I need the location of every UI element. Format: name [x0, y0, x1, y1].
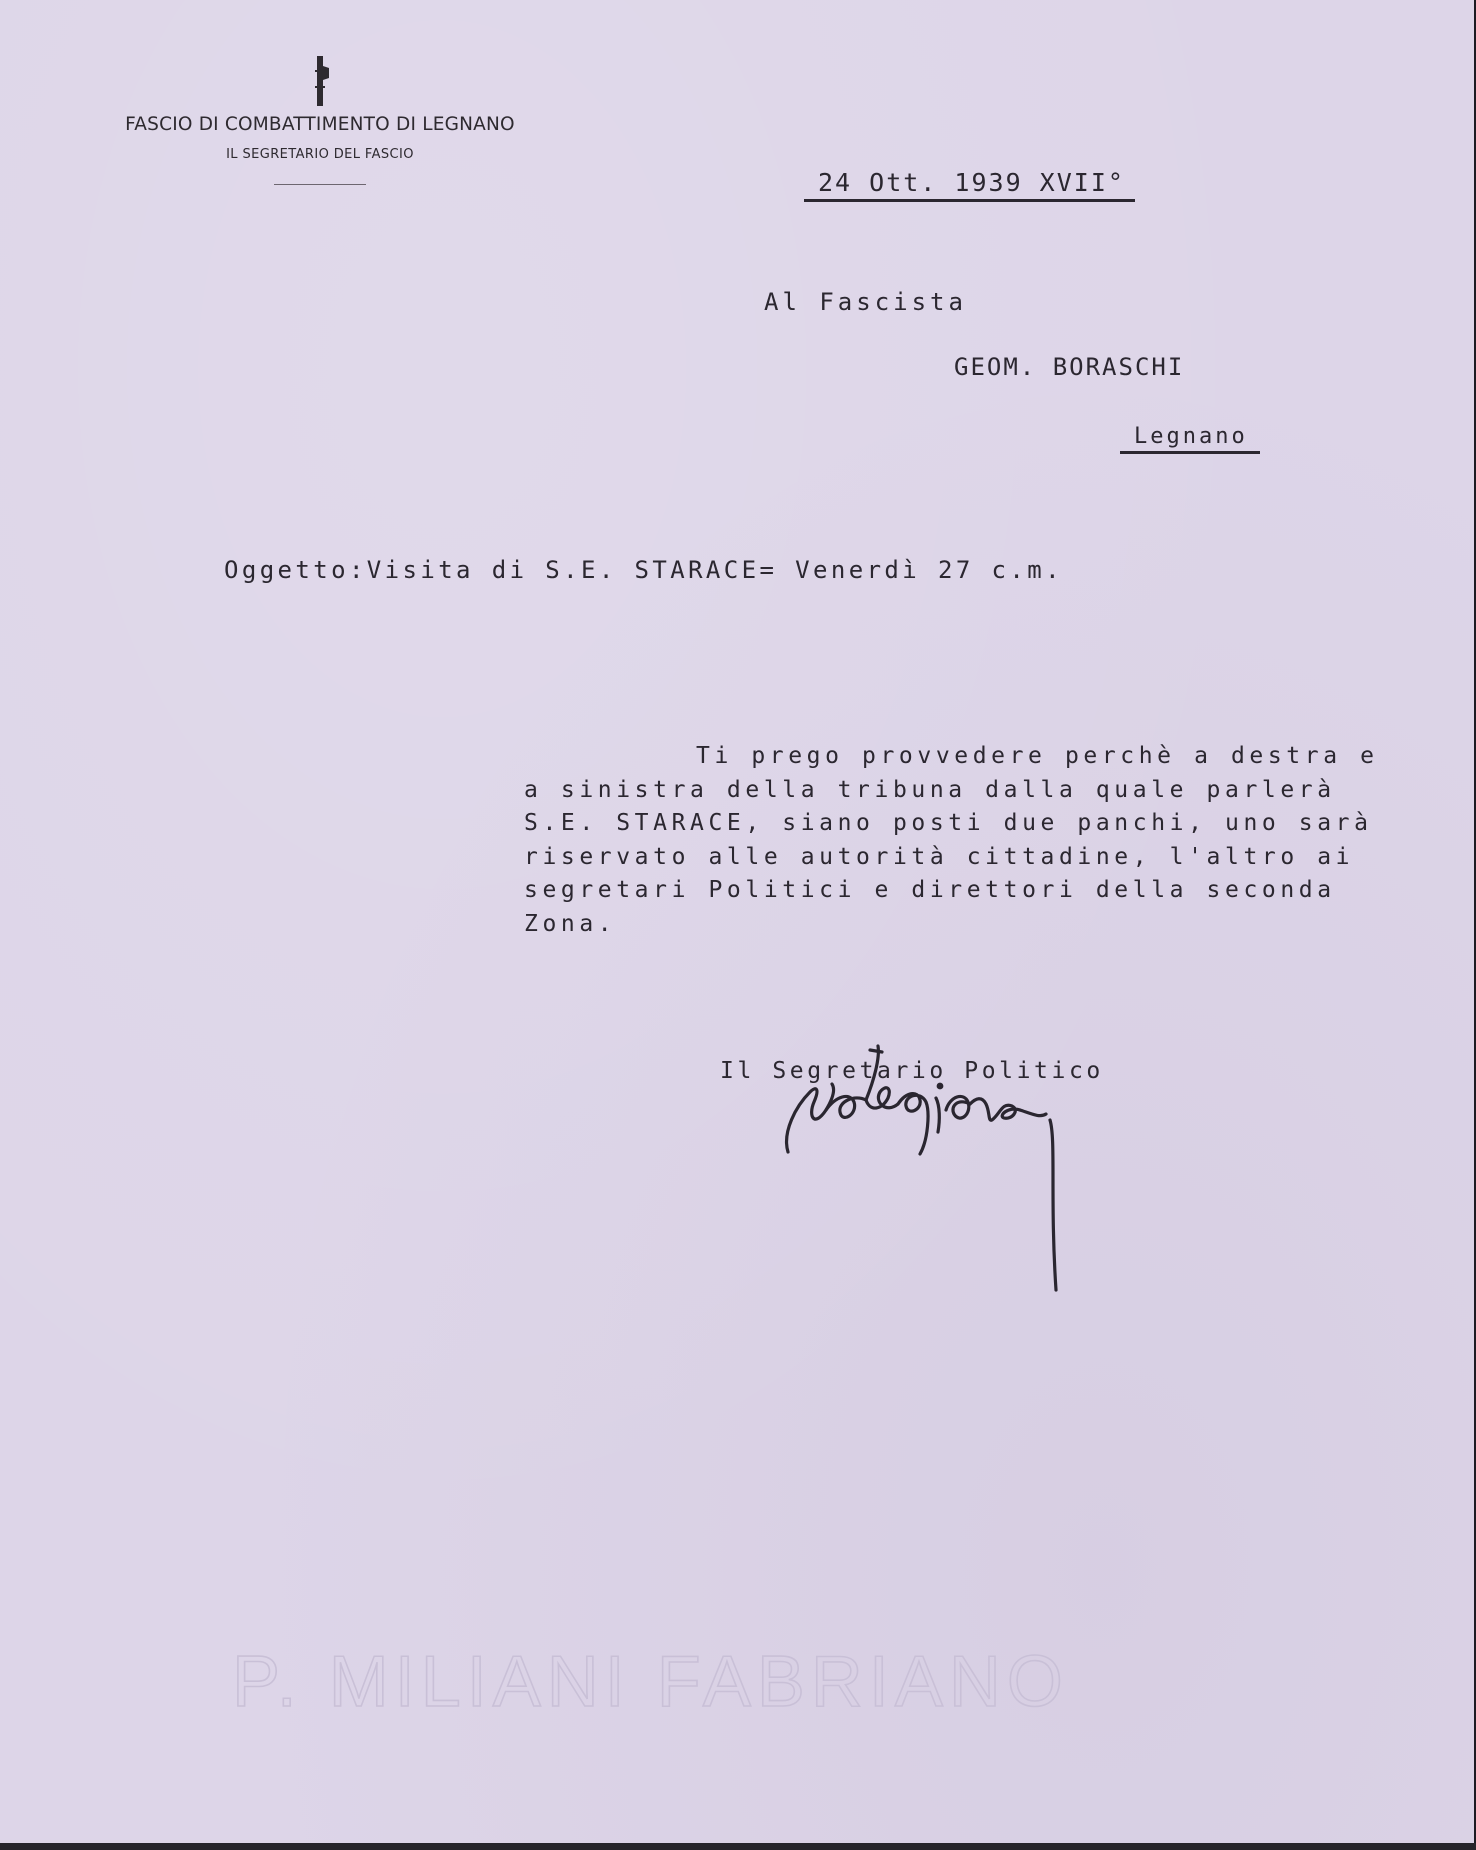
body-line: riservato alle autorità cittadine, l'altro ai: [524, 843, 1355, 870]
paper-watermark: [232, 1620, 1192, 1730]
body-line: Zona.: [524, 910, 617, 937]
body-line: S.E. STARACE, siano posti due panchi, uno sarà: [524, 810, 1373, 836]
watermark-text: P. MILIANI FABRIANO: [232, 1642, 1069, 1722]
letter-body: [524, 740, 1379, 941]
fasces-icon: [309, 56, 331, 106]
letterhead: [110, 56, 530, 185]
letterhead-divider: [274, 184, 366, 185]
letterhead-subtitle: IL SEGRETARIO DEL FASCIO: [226, 147, 414, 162]
closing-title: Il Segretario Politico: [720, 1058, 1104, 1084]
recipient-place: Legnano: [1120, 424, 1260, 454]
recipient-salutation: Al Fascista: [764, 288, 967, 316]
body-line: Ti prego provvedere perchè a destra e: [696, 743, 1379, 769]
letter-date: 24 Ott. 1939 XVII°: [804, 168, 1135, 202]
body-line: a sinistra della tribuna dalla quale parlerà: [524, 776, 1336, 803]
handwritten-signature: [770, 1040, 1140, 1320]
recipient-name: GEOM. BORASCHI: [954, 353, 1185, 381]
letterhead-organization: FASCIO DI COMBATTIMENTO DI LEGNANO: [125, 114, 515, 135]
body-line: segretari Politici e direttori della seconda: [524, 877, 1336, 903]
subject-line: Oggetto:Visita di S.E. STARACE= Venerdì 27 c.m.: [224, 556, 1063, 584]
scan-edge: [0, 1843, 1476, 1850]
